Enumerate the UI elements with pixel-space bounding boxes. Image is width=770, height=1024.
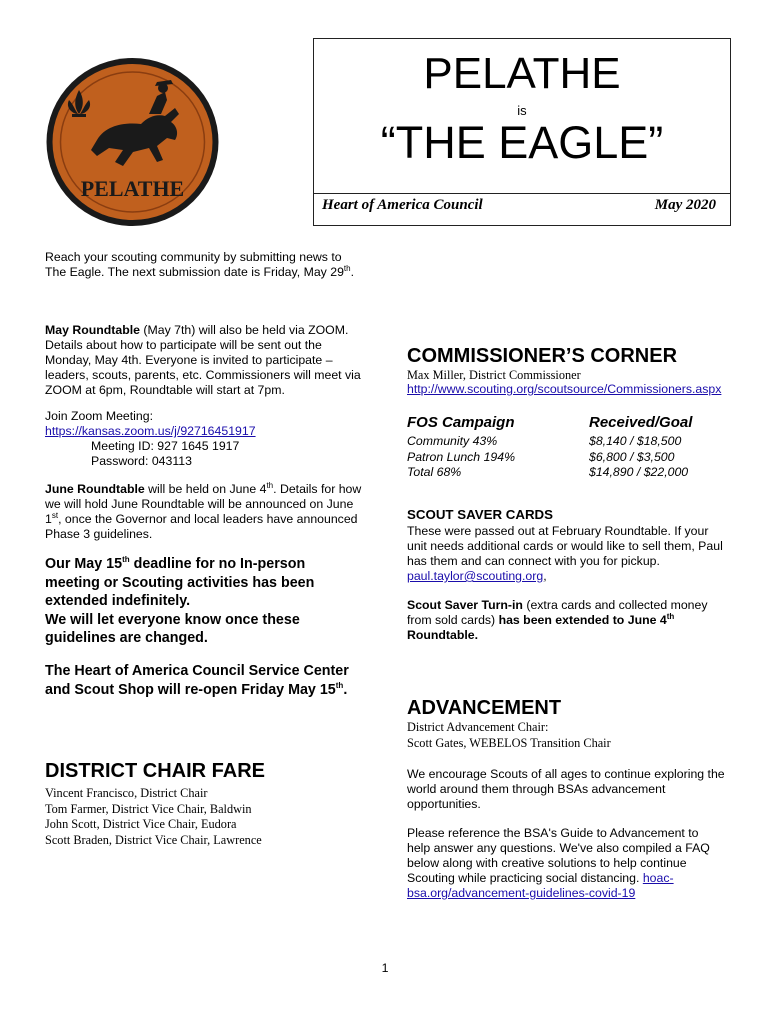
commissioners-corner-heading: COMMISSIONER’S CORNER [407, 345, 678, 367]
commissioner-name: Max Miller, District Commissioner [407, 368, 581, 382]
council-name: Heart of America Council [322, 197, 483, 213]
commissioners-link[interactable]: http://www.scouting.org/scoutsource/Commissioners.aspx [407, 382, 722, 396]
patch-graphic [45, 56, 220, 228]
table-row: Community 43% $8,140 / $18,500 [407, 434, 682, 448]
scout-saver-heading: SCOUT SAVER CARDS [407, 507, 554, 522]
advancement-guidelines-link[interactable]: hoac-bsa.org/advancement-guidelines-covid-19 [407, 871, 674, 900]
advancement-paragraph-1: We encourage Scouts of all ages to continue exploring the world around them through BSAs advancement opportunities. [407, 767, 725, 811]
newsletter-subtitle: “THE EAGLE” [380, 117, 664, 168]
district-chair-fare-heading: DISTRICT CHAIR FARE [45, 760, 265, 782]
fos-header-campaign: FOS Campaign [407, 414, 515, 431]
advancement-heading: ADVANCEMENT [407, 697, 562, 719]
list-item: John Scott, District Vice Chair, Eudora [45, 817, 237, 831]
table-row: Total 68% $14,890 / $22,000 [407, 465, 689, 479]
district-chair-list [45, 786, 355, 848]
meeting-password: Password: 043113 [91, 454, 192, 468]
zoom-info: Join Zoom Meeting: https://kansas.zoom.us/j/92716451917 Meeting ID: 927 1645 1917 Password: 043113 [45, 409, 365, 469]
masthead-box [313, 38, 731, 226]
reopen-notice: The Heart of America Council Service Center and Scout Shop will re-open Friday May 15th. [45, 663, 349, 698]
meeting-id: Meeting ID: 927 1645 1917 [91, 439, 240, 453]
advancement-chair: District Advancement Chair: [407, 720, 549, 734]
fos-header-received: Received/Goal [589, 414, 693, 431]
page-number: 1 [381, 961, 389, 975]
june-roundtable-label: June Roundtable [45, 482, 145, 496]
advancement-paragraph-2: Please reference the BSA's Guide to Advancement to help answer any questions. We've also compiled a FAQ below along with creative solutions to help continue Scouting while practicing social distancing. hoac-bsa.org/advancement-guidelines-covid-19 [407, 826, 710, 900]
list-item: Vincent Francisco, District Chair [45, 786, 208, 800]
scout-saver-paragraph: These were passed out at February Roundtable. If your unit needs additional cards or would like to sell them, Paul has them and can connect with you for pickup. paul.taylor@scouting.org, [407, 524, 723, 583]
list-item: Tom Farmer, District Vice Chair, Baldwin [45, 801, 252, 816]
intro-paragraph: Reach your scouting community by submitting news to The Eagle. The next submission date is Friday, May 29th. [45, 250, 355, 279]
turn-in-paragraph: Scout Saver Turn-in (extra cards and collected money from sold cards) has been extended to June 4th Roundtable. [407, 598, 708, 642]
list-item: Scott Braden, District Vice Chair, Lawrence [45, 832, 262, 847]
patch-text: PELATHE [80, 176, 185, 201]
issue-date: May 2020 [654, 197, 716, 213]
may-roundtable-label: May Roundtable [45, 323, 140, 337]
fos-campaign-table [407, 414, 727, 481]
zoom-meeting-link[interactable]: https://kansas.zoom.us/j/92716451917 [45, 424, 256, 438]
newsletter-title: PELATHE [423, 49, 621, 98]
june-roundtable-paragraph: June Roundtable will be held on June 4th. Details for how we will hold June Roundtable will be announced on June 1st, once the Governor and local leaders have announced Phase 3 guidelines. [45, 480, 362, 541]
may-roundtable-paragraph: May Roundtable (May 7th) will also be held via ZOOM. Details about how to participate will be sent out the Monday, May 4th. Everyone is invited to participate – leaders, scouts, parents, etc. Commissioners will meet via ZOOM at 6pm, Roundtable will start at 7pm. [45, 323, 361, 397]
deadline-notice: Our May 15th deadline for no In-person meeting or Scouting activities has been extended indefinitely. We will let everyone know once these guidelines are changed. [45, 555, 315, 646]
masthead-divider [314, 193, 730, 194]
title-connector: is [517, 103, 527, 118]
transition-chair: Scott Gates, WEBELOS Transition Chair [407, 736, 611, 750]
email-link[interactable]: paul.taylor@scouting.org [407, 569, 544, 583]
table-row: Patron Lunch 194% $6,800 / $3,500 [407, 449, 675, 464]
pelathe-patch-logo [45, 56, 220, 228]
